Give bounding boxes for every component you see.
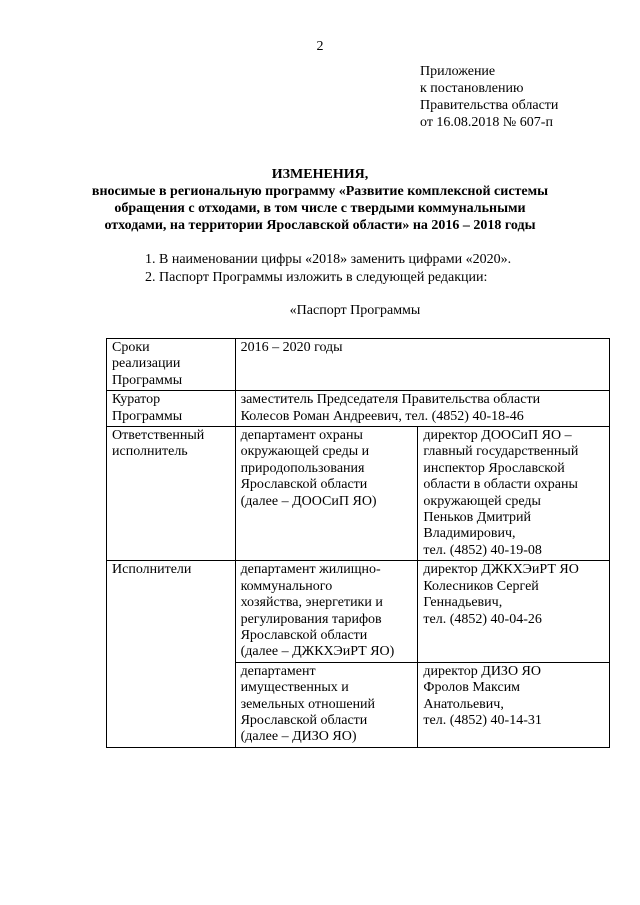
cell-line: регулирования тарифов: [240, 611, 382, 627]
cell-line: Колесников Сергей: [423, 578, 539, 594]
cell-line: хозяйства, энергетики и: [240, 595, 383, 611]
change-items: [145, 251, 511, 286]
cell-line: главный государственный: [423, 444, 579, 460]
change-item: 1. В наименовании цифры «2018» заменить цифрами «2020».: [145, 252, 512, 267]
cell-line: департамент жилищно-: [240, 562, 381, 578]
cell-line: Фролов Максим: [423, 680, 521, 696]
cell-line: Ответственный: [112, 428, 205, 444]
appendix-line: Правительства области: [420, 98, 559, 113]
cell-line: Куратор: [112, 392, 161, 408]
cell-line: департамент: [240, 663, 316, 679]
table-row: [107, 427, 610, 561]
cell-line: Пеньков Дмитрий: [423, 510, 531, 526]
cell-line: (далее – ДООСиП ЯО): [240, 493, 377, 509]
passport-table: [106, 338, 610, 748]
curator-value-cell: [235, 391, 609, 427]
cell-line: окружающей среды и: [240, 444, 370, 460]
heading-line: вносимые в региональную программу «Развитие комплексной системы: [91, 184, 549, 199]
cell-line: Программы: [112, 372, 183, 388]
cell-line: реализации: [112, 356, 181, 372]
term-value-cell: [235, 339, 609, 391]
appendix-line: к постановлению: [420, 81, 524, 96]
cell-line: заместитель Председателя Правительства области: [240, 392, 541, 408]
cell-line: тел. (4852) 40-04-26: [423, 611, 542, 627]
cell-line: Владимирович,: [423, 526, 516, 542]
executor-head-cell: [418, 561, 610, 662]
heading-line: отходами, на территории Ярославской области» на 2016 – 2018 годы: [104, 218, 536, 233]
cell-line: (далее – ДИЗО ЯО): [240, 729, 357, 745]
cell-line: Сроки: [112, 340, 150, 355]
term-label-cell: [107, 339, 236, 391]
cell-line: Ярославской области: [240, 712, 368, 728]
cell-line: директор ДЖКХЭиРТ ЯО: [423, 562, 579, 578]
change-item: 2. Паспорт Программы изложить в следующей редакции:: [145, 269, 488, 285]
responsible-head-cell: [418, 427, 610, 561]
executors-label-cell: [107, 561, 236, 747]
heading-line: обращения с отходами, в том числе с твердыми коммунальными: [114, 201, 526, 216]
cell-line: (далее – ДЖКХЭиРТ ЯО): [240, 644, 395, 660]
appendix-block: [420, 63, 558, 131]
cell-line: Ярославской области: [240, 477, 368, 493]
executor-dept-cell: [235, 662, 418, 747]
cell-line: Геннадьевич,: [423, 595, 503, 611]
cell-line: Колесов Роман Андреевич, тел. (4852) 40-18-46: [240, 408, 524, 424]
curator-label-cell: [107, 391, 236, 427]
cell-line: Ярославской области: [240, 627, 368, 643]
table-row: [107, 561, 610, 662]
appendix-line: от 16.08.2018 № 607-п: [420, 115, 553, 130]
appendix-line: Приложение: [420, 64, 496, 79]
cell-line: 2016 – 2020 годы: [240, 340, 343, 355]
executor-head-cell: [418, 662, 610, 747]
executor-dept-cell: [235, 561, 418, 662]
cell-line: инспектор Ярославской: [423, 460, 565, 476]
cell-line: земельных отношений: [240, 696, 376, 712]
cell-line: имущественных и: [240, 680, 349, 696]
cell-line: исполнитель: [112, 444, 188, 460]
cell-line: природопользования: [240, 460, 365, 476]
passport-title: «Паспорт Программы: [289, 303, 421, 318]
cell-line: Анатольевич,: [423, 696, 504, 712]
cell-line: директор ДИЗО ЯО: [423, 663, 542, 679]
responsible-label-cell: [107, 427, 236, 561]
cell-line: директор ДООСиП ЯО –: [423, 428, 572, 444]
cell-line: коммунального: [240, 578, 333, 594]
cell-line: области в области охраны: [423, 477, 578, 493]
document-heading: [80, 166, 560, 234]
cell-line: департамент охраны: [240, 428, 363, 444]
cell-line: Программы: [112, 408, 183, 424]
table-row: [107, 339, 610, 391]
cell-line: тел. (4852) 40-14-31: [423, 712, 542, 728]
page-number: 2: [316, 39, 324, 54]
table-row: [107, 391, 610, 427]
cell-line: тел. (4852) 40-19-08: [423, 542, 542, 558]
responsible-dept-cell: [235, 427, 418, 561]
cell-line: Исполнители: [112, 562, 192, 578]
cell-line: окружающей среды: [423, 493, 541, 509]
heading-line: ИЗМЕНЕНИЯ,: [271, 167, 369, 182]
